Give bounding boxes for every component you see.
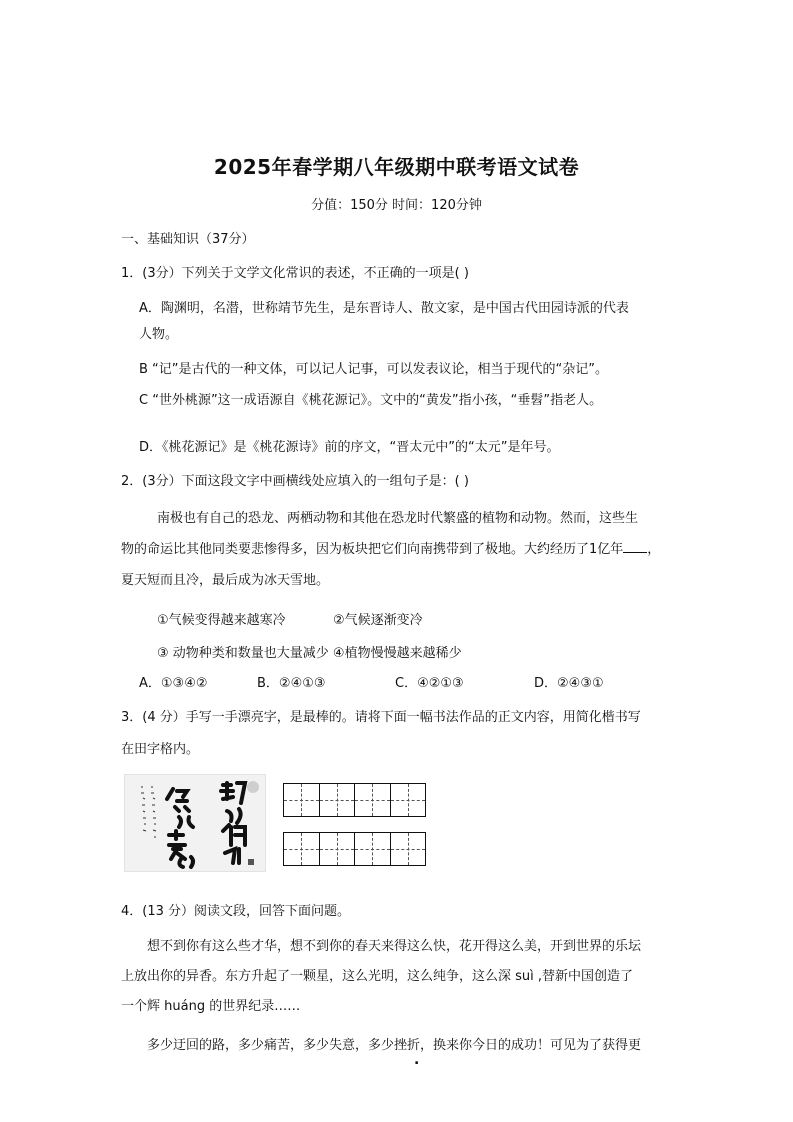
q4-passage-line-3: 一个辉 huáng 的世界纪录…… (121, 999, 301, 1014)
tianzige-cell[interactable] (284, 833, 320, 865)
q4-stem: 4．(13 分）阅读文段，回答下面问题。 (121, 904, 351, 919)
tianzige-cell[interactable] (391, 784, 426, 816)
q2-sentence-2: ②气候逐渐变冷 (333, 613, 423, 628)
q2-stem: 2．(3分）下面这段文字中画横线处应填入的一组句子是：( ) (121, 474, 469, 489)
tianzige-row-1[interactable] (283, 783, 426, 817)
q3-stem-line-1: 3．(4 分）手写一手漂亮字，是最棒的。请将下面一幅书法作品的正文内容，用简化楷书写 (121, 710, 641, 725)
q4-passage-line-2: 上放出你的异香。东方升起了一颗星，这么光明，这么纯争，这么深 suì ,替新中国创造了 (121, 969, 634, 984)
calligraphy-image (124, 774, 266, 872)
tianzige-cell[interactable] (320, 784, 356, 816)
page-title: 2025年春学期八年级期中联考语文试卷 (213, 155, 580, 179)
q1-option-c: C “世外桃源”这一成语源自《桃花源记》。文中的“黄发”指小孩，“垂髫”指老人。 (139, 393, 603, 408)
tianzige-cell[interactable] (355, 784, 391, 816)
q1-option-b: B “记”是古代的一种文体，可以记人记事，可以发表议论，相当于现代的“杂记”。 (139, 362, 608, 377)
q2-option-c: C．④②①③ (395, 676, 464, 691)
q1-option-a-cont: 人物。 (139, 327, 179, 342)
exam-meta: 分值：150分 时间：120分钟 (311, 198, 482, 213)
q4-passage-line-1: 想不到你有这么些才华，想不到你的春天来得这么快，花开得这么美，开到世界的乐坛 (147, 939, 642, 954)
q4-passage-line-4: 多少迂回的路，多少痛苦，多少失意，多少挫折，换来你今日的成功！可见为了获得更 (147, 1038, 642, 1053)
tianzige-cell[interactable] (284, 784, 320, 816)
q2-passage-comma: ， (647, 542, 661, 557)
q1-stem: 1．(3分）下列关于文学文化常识的表述，不正确的一项是( ) (121, 266, 469, 281)
q2-passage-line-1: 南极也有自己的恐龙、两栖动物和其他在恐龙时代繁盛的植物和动物。然而，这些生 (157, 511, 639, 526)
tianzige-cell[interactable] (320, 833, 356, 865)
q2-passage-line-2 (121, 538, 660, 557)
q2-option-a: A．①③④② (139, 676, 208, 691)
section-heading: 一、基础知识（37分） (121, 232, 255, 247)
tianzige-cell[interactable] (391, 833, 426, 865)
q2-sentence-1: ①气候变得越来越寒冷 (157, 613, 286, 628)
q2-passage-text: 物的命运比其他同类要悲惨得多，因为板块把它们向南携带到了极地。大约经历了1亿年 (121, 542, 624, 557)
page-marker: . (414, 1052, 420, 1068)
tianzige-row-2[interactable] (283, 832, 426, 866)
calligraphy-artwork (125, 775, 267, 873)
q2-option-b: B．②④①③ (257, 676, 326, 691)
q1-option-d: D．《桃花源记》是《桃花源诗》前的序文，“晋太元中”的“太元”是年号。 (139, 440, 560, 455)
tianzige-cell[interactable] (355, 833, 391, 865)
q2-sentence-3-4: ③ 动物种类和数量也大量减少 ④植物慢慢越来越稀少 (157, 646, 462, 661)
q1-option-a: A．陶渊明，名潜，世称靖节先生，是东晋诗人、散文家，是中国古代田园诗派的代表 (139, 301, 629, 316)
q2-passage-line-3: 夏天短而且冷，最后成为冰天雪地。 (121, 573, 330, 588)
q2-options (139, 672, 699, 690)
q3-stem-line-2: 在田字格内。 (121, 742, 200, 757)
q2-option-d: D．②④③① (534, 676, 604, 691)
answer-blank (623, 540, 647, 553)
